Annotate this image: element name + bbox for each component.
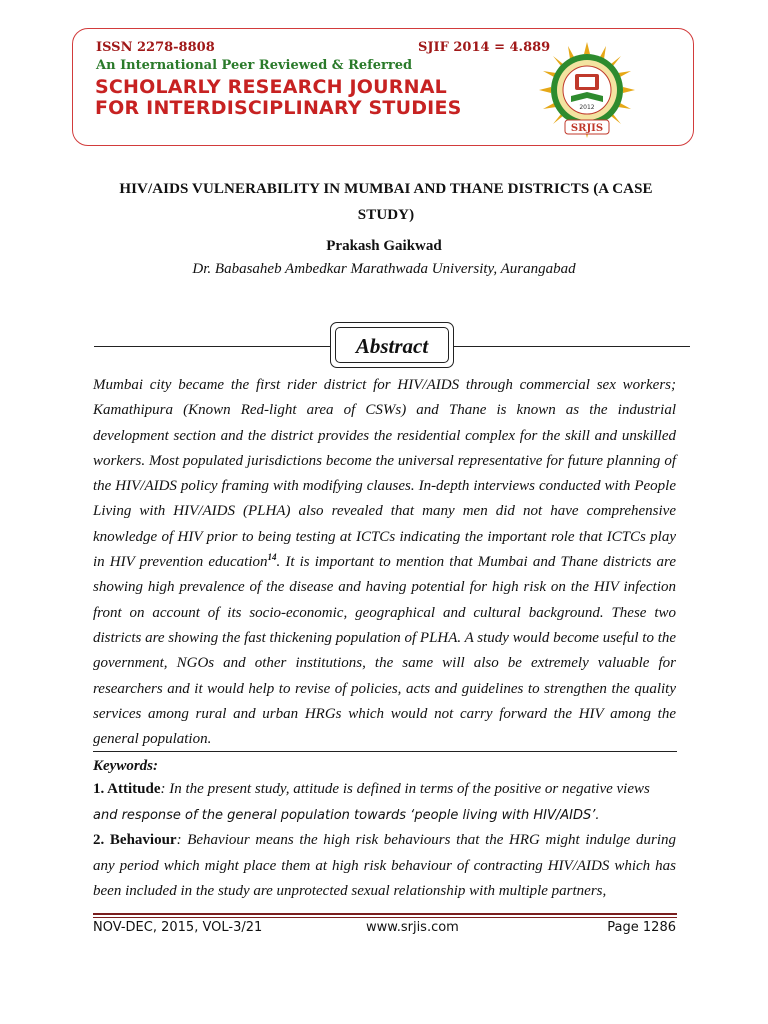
footer-issue: NOV-DEC, 2015, VOL-3/21 — [93, 920, 263, 935]
journal-name-line1: SCHOLARLY RESEARCH JOURNAL — [95, 76, 447, 98]
keywords-divider — [93, 751, 677, 752]
peer-review-label: An International Peer Reviewed & Referred — [96, 58, 413, 73]
paper-title — [96, 176, 676, 228]
keyword-item-behaviour — [93, 828, 676, 905]
abstract-heading: Abstract — [335, 327, 449, 363]
keyword-definition-continued: and response of the general population towards ‘people living with HIV/AIDS’. — [93, 807, 600, 823]
abstract-heading-box — [330, 322, 454, 368]
citation-superscript: 14 — [267, 552, 277, 563]
author-name: Prakash Gaikwad — [326, 238, 442, 254]
abstract-text-part2: . It is important to mention that Mumbai and Thane districts are showing high prevalence of the disease and having potential for high risk on the HIV infection front on account of its socio-economic, geographical and cultural background. These two districts are showing the fast thickening population of PLHA. A study would become useful to the government, NGOs and other institutions, the same will also be extremely valuable for researchers and it would help to revise of policies, acts and guidelines to strengthen the quality services among rural and urban HRGs which would not carry forward the HIV among the general population. — [93, 554, 677, 748]
abstract-text-part1: Mumbai city became the first rider district for HIV/AIDS through commercial sex workers; Kamathipura (Known Red-light area of CSWs) and Thane is known as the industrial development section and the district provides the residential complex for the skill and unskilled workers. Most populated jurisdictions become the universal representative for future planning of the HIV/AIDS policy framing with modifying clauses. In-depth interviews conducted with People Living with HIV/AIDS (PLHA) also revealed that many men did not have comprehensive knowledge of HIV prior to being testing at ICTCs indicating the important role that ICTCs play in HIV prevention education — [93, 377, 676, 571]
abstract-body — [93, 373, 676, 752]
logo-text: SRJIS — [570, 123, 604, 134]
issn-label: ISSN 2278-8808 — [96, 40, 215, 55]
keyword-label: 2. Behaviour — [93, 832, 177, 849]
logo-year: 2012 — [579, 104, 595, 111]
keywords-heading: Keywords: — [93, 758, 158, 774]
keyword-item-attitude — [93, 777, 676, 803]
paper-title-line2: STUDY) — [357, 207, 415, 223]
footer-page-number: Page 1286 — [607, 920, 676, 935]
footer-rule-thin — [93, 917, 677, 918]
keyword-definition: : Behaviour means the high risk behaviours that the HRG might indulge during any period which might place them at high risk behaviour of contracting HIV/AIDS which has been included in the study are unprotected sexual relationship with multiple partners, — [93, 832, 676, 900]
footer-rule-thick — [93, 913, 677, 915]
author-affiliation: Dr. Babasaheb Ambedkar Marathwada University, Aurangabad — [192, 261, 576, 277]
keywords-list — [93, 777, 676, 905]
journal-logo — [537, 40, 637, 140]
journal-name-line2: FOR INTERDISCIPLINARY STUDIES — [95, 97, 462, 119]
footer-website: www.srjis.com — [366, 920, 459, 935]
paper-title-line1: HIV/AIDS VULNERABILITY IN MUMBAI AND THANE DISTRICTS (A CASE — [119, 181, 653, 197]
keyword-definition: : In the present study, attitude is defined in terms of the positive or negative views — [160, 781, 650, 797]
sjif-label: SJIF 2014 = 4.889 — [418, 40, 551, 55]
keyword-label: 1. Attitude — [93, 781, 161, 797]
